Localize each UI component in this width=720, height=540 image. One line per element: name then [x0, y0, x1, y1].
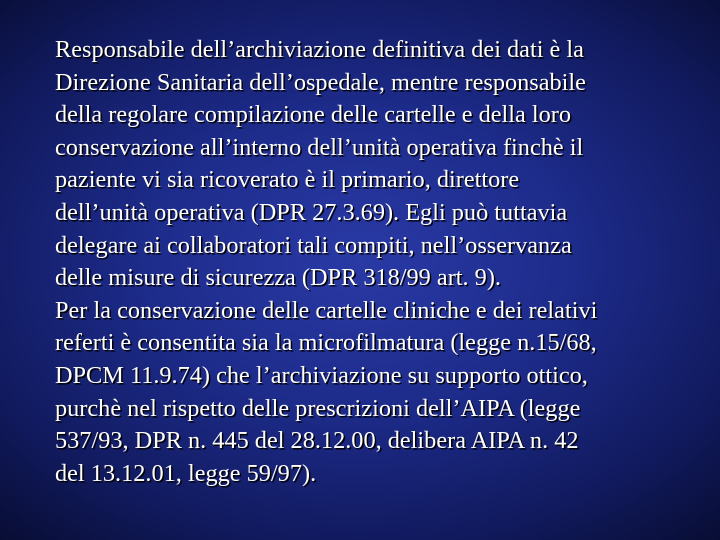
- text-line: dell’unità operativa (DPR 27.3.69). Egli può tuttavia: [55, 198, 568, 226]
- text-line: referti è consentita sia la microfilmatura (legge n.15/68,: [55, 329, 597, 357]
- text-line: purchè nel rispetto delle prescrizioni dell’AIPA (legge: [55, 394, 581, 422]
- text-line: 537/93, DPR n. 445 del 28.12.00, delibera AIPA n. 42: [55, 427, 579, 455]
- text-line: Responsabile dell’archiviazione definitiva dei dati è la: [55, 36, 584, 63]
- text-line: delle misure di sicurezza (DPR 318/99 art. 9).: [55, 264, 501, 292]
- text-line: paziente vi sia ricoverato è il primario, direttore: [55, 166, 520, 194]
- text-line: conservazione all’interno dell’unità operativa finchè il: [55, 133, 584, 161]
- slide-body-text: [55, 34, 695, 490]
- text-line: DPCM 11.9.74) che l’archiviazione su supporto ottico,: [55, 361, 588, 389]
- text-line: Per la conservazione delle cartelle cliniche e dei relativi: [55, 296, 598, 324]
- text-line: del 13.12.01, legge 59/97).: [55, 459, 317, 487]
- text-line: delegare ai collaboratori tali compiti, nell’osservanza: [55, 231, 572, 259]
- text-line: della regolare compilazione delle cartelle e della loro: [55, 101, 572, 129]
- text-line: Direzione Sanitaria dell’ospedale, mentre responsabile: [55, 68, 586, 96]
